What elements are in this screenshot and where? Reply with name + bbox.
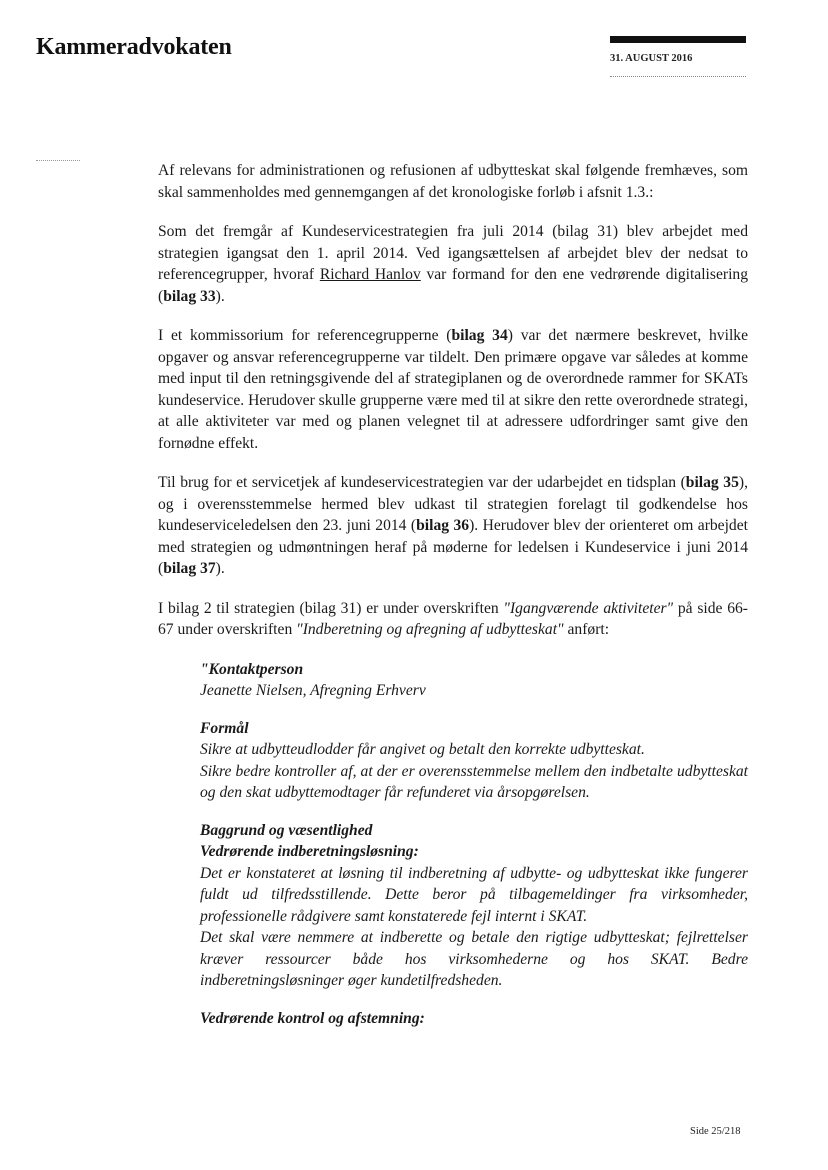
- bilag-ref: bilag 33: [163, 287, 216, 305]
- paragraph-2: Som det fremgår af Kundeservicestrategien fra juli 2014 (bilag 31) blev arbejdet med strategien igangsat den 1. april 2014. Ved igangsættelsen af arbejdet blev der nedsat to referencegrupper, hvoraf Richard Hanlov var formand for den ene vedrørende digitalisering (bilag 33).: [158, 223, 748, 305]
- quote-background: Baggrund og væsentlighed Vedrørende indberetningsløsning: Det er konstateret at løsning til indberetning af udbytte- og udbytteskat ikke fungerer fuldt ud tilfredsstillende. Dette beror på tilbagemeldinger fra virksomheder, professionelle rådgivere samt konstaterede fejl internt i SKAT. Det skal være nemmere at indberette og betale den rigtige udbytteskat; fejlrettelser kræver ressourcer både hos virksomhederne og hos SKAT. Bedre indberetningsløsninger øger kundetilfredsheden.: [200, 821, 748, 989]
- date-divider: [610, 76, 746, 77]
- bilag-ref: bilag 37: [163, 560, 216, 577]
- paragraph-1: Af relevans for administrationen og refusionen af udbytteskat skal følgende fremhæves, som skal sammenholdes med gennemgangen af det kronologiske forløb i afsnit 1.3.:: [158, 162, 748, 201]
- paragraph-3: I et kommissorium for referencegrupperne (bilag 34) var det nærmere beskrevet, hvilke opgaver og ansvar referencegrupperne var tildelt. Den primære opgave var således at komme med input til den retningsgivende del af strategiplanen og de overordnede rammer for SKATs kundeservice. Herudover skulle grupperne være med til at sikre den rette overordnede strategi, at alle aktiviteter var med og planen velegnet til at adressere udfordringer samt give den fornødne effekt.: [158, 327, 748, 452]
- paragraph-5: I bilag 2 til strategien (bilag 31) er under overskriften "Igangværende aktiviteter" på side 66-67 under overskriften "Indberetning og afregning af udbytteskat" anført:: [158, 599, 749, 638]
- document-body: [158, 160, 748, 1045]
- firm-logo: Kammeradvokaten: [36, 34, 232, 60]
- quote-control: Vedrørende kontrol og afstemning:: [200, 1009, 425, 1027]
- paragraph-4: Til brug for et servicetjek af kundeservicestrategien var der udarbejdet en tidsplan (bilag 35), og i overensstemmelse hermed blev udkast til strategien forelagt til godkendelse hos kundeserviceledelsen den 23. juni 2014 (bilag 36). Herudover blev der orienteret om arbejdet med strategien og udmøntningen heraf på møderne for ledelsen i Kundeservice i juni 2014 (bilag 37).: [158, 474, 748, 577]
- person-name: Richard Hanlov: [319, 266, 421, 283]
- bilag-ref: bilag 36: [416, 517, 470, 534]
- quote-purpose: Formål Sikre at udbytteudlodder får angivet og betalt den korrekte udbytteskat. Sikre bedre kontroller af, at der er overensstemmelse mellem den indbetalte udbytteskat og den skat udbyttemodtager får refunderet via årsopgørelsen.: [200, 719, 748, 801]
- quote-contact: "Kontaktperson Jeanette Nielsen, Afregning Erhverv: [200, 660, 426, 699]
- header-bar: [610, 36, 746, 43]
- page-number: Side 25/218: [690, 1126, 741, 1137]
- block-quote: [200, 659, 748, 1030]
- document-date: 31. AUGUST 2016: [610, 53, 693, 64]
- bilag-ref: bilag 35: [685, 474, 739, 491]
- bilag-ref: bilag 34: [451, 327, 508, 344]
- margin-divider: [36, 160, 80, 161]
